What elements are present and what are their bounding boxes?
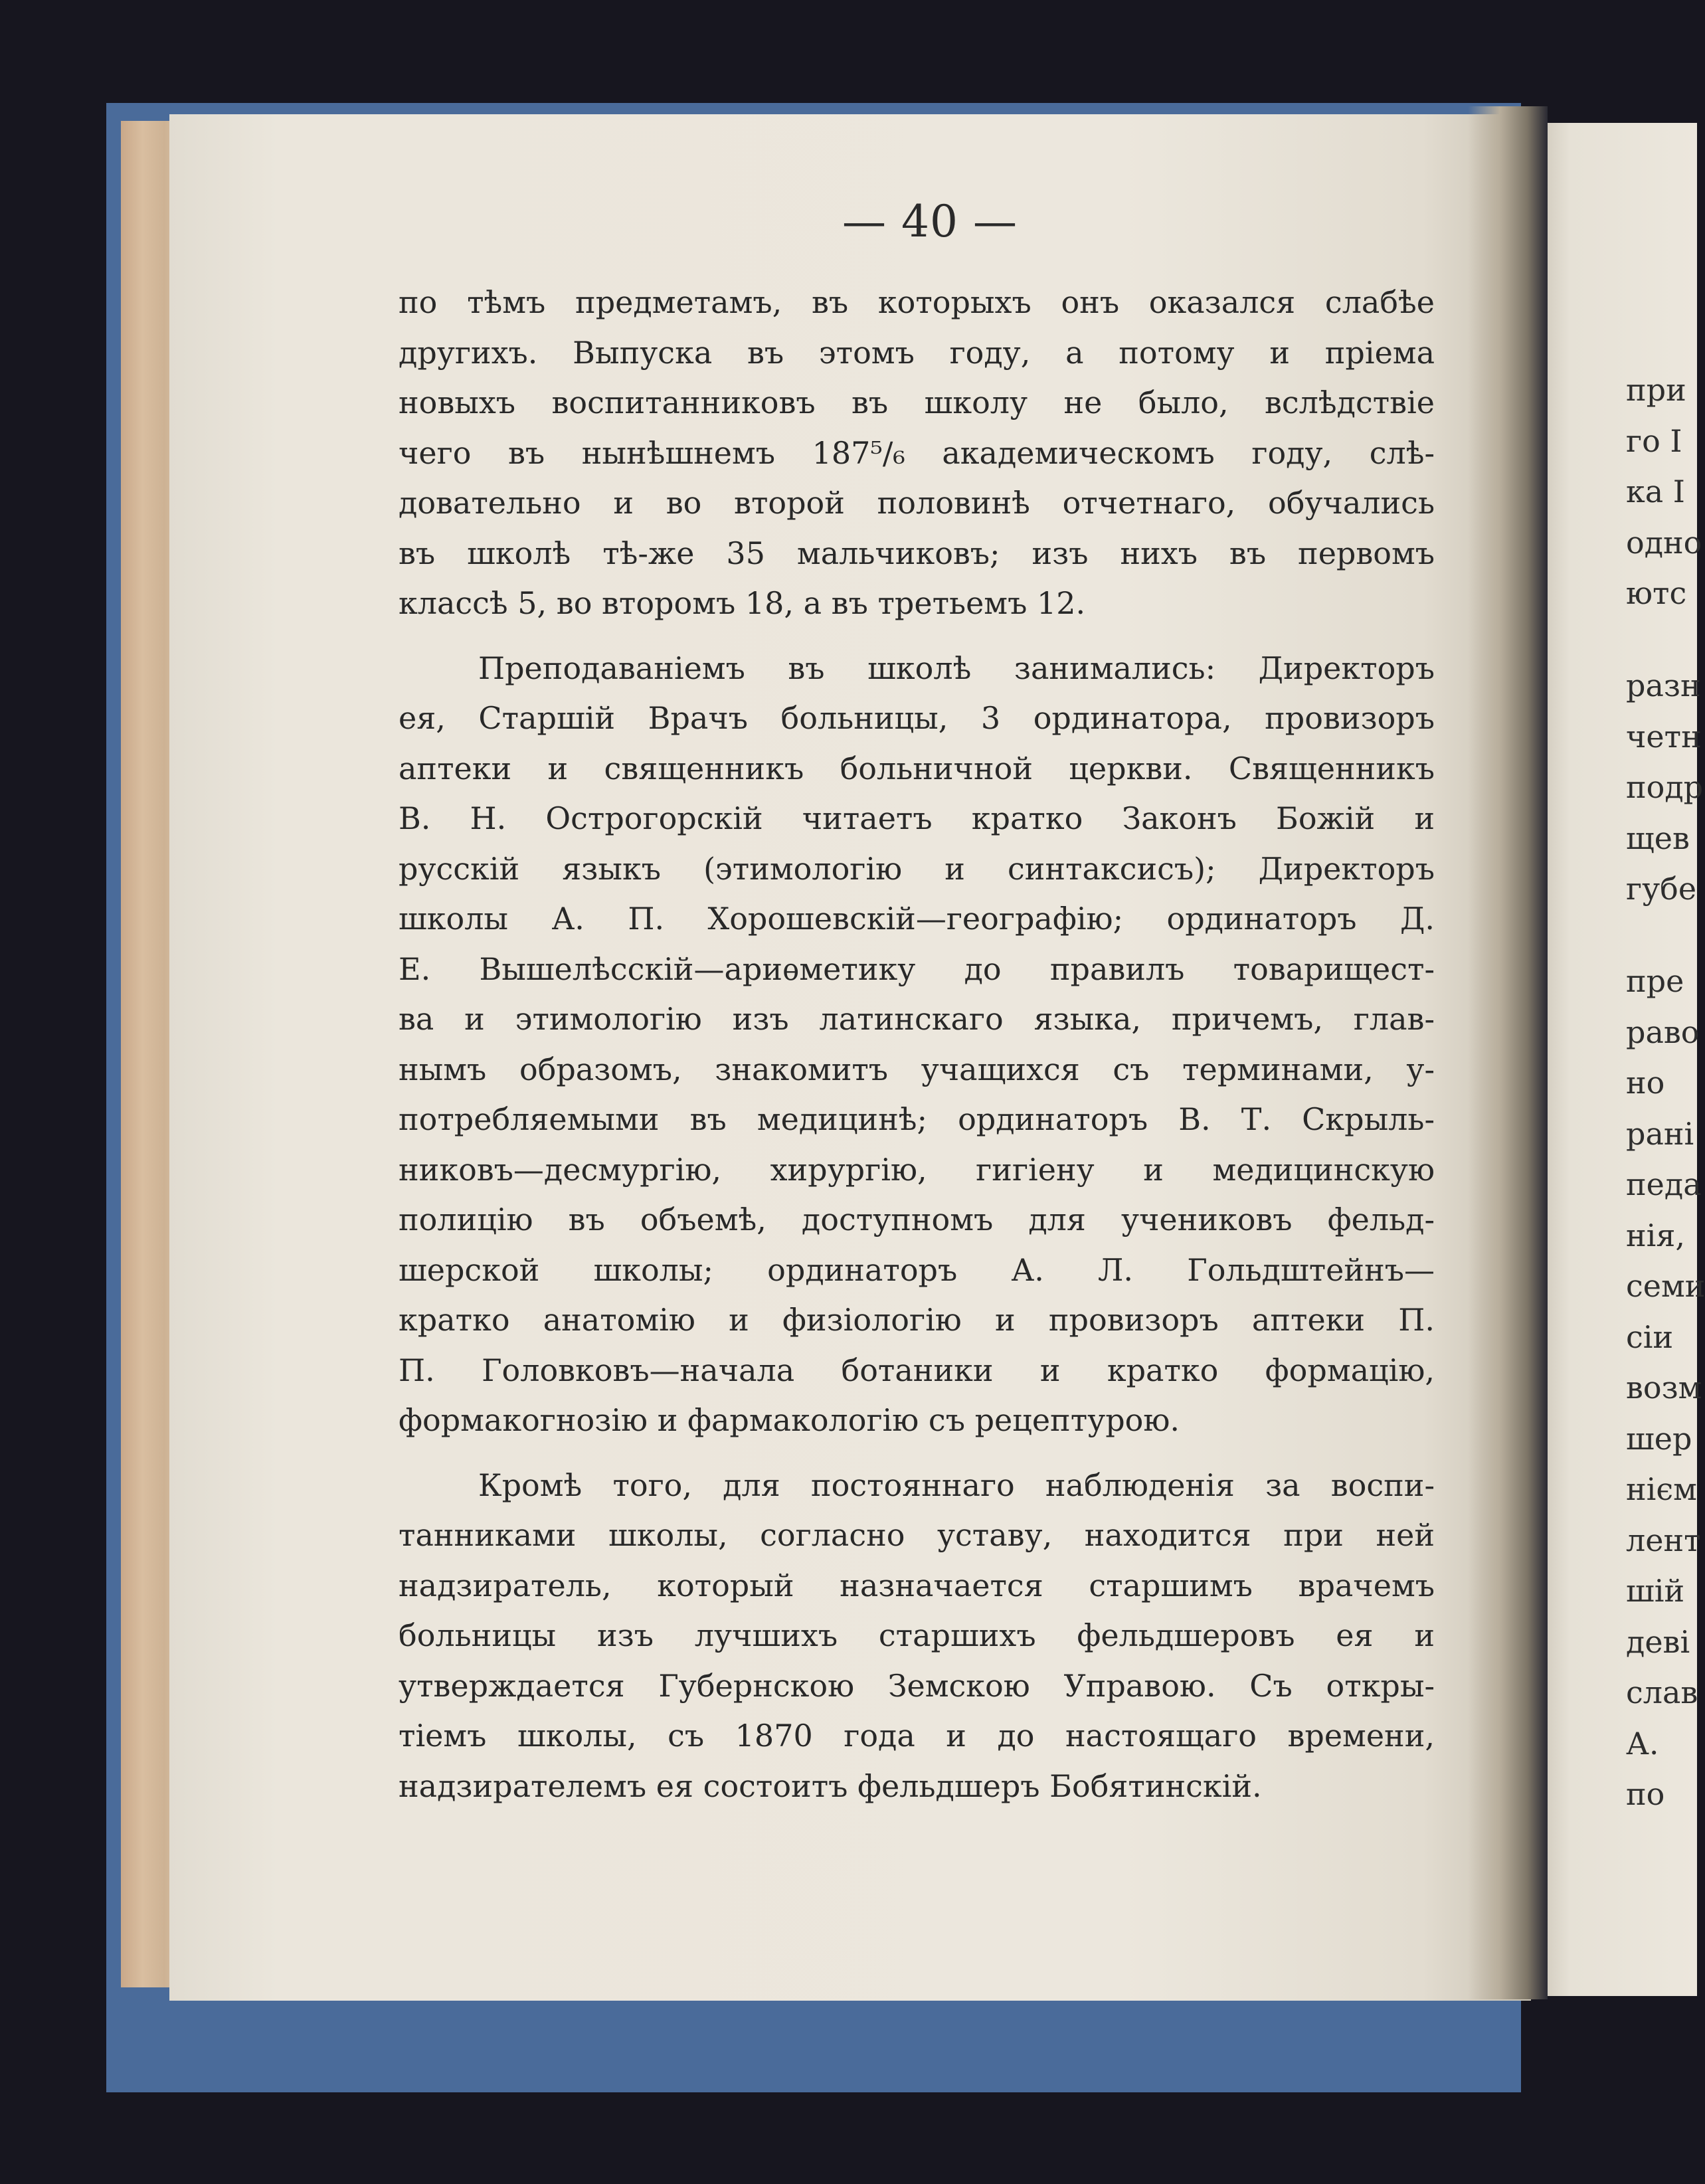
text-line: формакогнозію и фармакологію съ рецептурою. bbox=[399, 1402, 1180, 1438]
text-line: надзиратель, который назначается старшимъ врачемъ bbox=[399, 1567, 1435, 1603]
next-page-fragment: рані bbox=[1626, 1116, 1694, 1152]
text-line: другихъ. Выпуска въ этомъ году, а потому и пріема bbox=[399, 334, 1435, 371]
text-line: русскій языкъ (этимологію и синтаксисъ); Директоръ bbox=[399, 850, 1435, 887]
text-line: Е. Вышелѣсскій—ариѳметику до правилъ товарищест- bbox=[399, 951, 1435, 987]
next-page-fragment: ка I bbox=[1626, 474, 1685, 509]
next-page-fragment: четн bbox=[1626, 719, 1702, 755]
next-page-fragment: сіи bbox=[1626, 1319, 1674, 1355]
next-page-fragment: одно bbox=[1626, 525, 1702, 561]
next-page-fragment: щев bbox=[1626, 820, 1690, 856]
next-page-fragment: лент bbox=[1626, 1522, 1701, 1558]
next-page-fragment: шер bbox=[1626, 1421, 1692, 1457]
text-line: кратко анатомію и физіологію и провизоръ аптеки П. bbox=[399, 1302, 1435, 1338]
text-line: школы А. П. Хорошевскій—географію; ординаторъ Д. bbox=[399, 901, 1435, 937]
next-page-fragment: губе bbox=[1626, 871, 1697, 907]
paragraph-1 bbox=[399, 278, 1435, 629]
next-page-fragment: возм bbox=[1626, 1370, 1702, 1406]
text-line: аптеки и священникъ больничной церкви. Священникъ bbox=[399, 750, 1435, 786]
text-line: полицію въ объемѣ, доступномъ для учениковъ фельд- bbox=[399, 1202, 1435, 1237]
next-page-fragment: деві bbox=[1626, 1624, 1690, 1660]
text-line: довательно и во второй половинѣ отчетнаго, обучались bbox=[399, 485, 1435, 521]
next-page-fragment: ютс bbox=[1626, 575, 1687, 611]
text-line-content: Кромѣ того, для постояннаго наблюденія за воспи- bbox=[478, 1467, 1435, 1503]
next-page-fragment: нієм bbox=[1626, 1471, 1697, 1507]
next-page-fragment: разн bbox=[1626, 668, 1701, 703]
text-line: В. Н. Острогорскій читаетъ кратко Законъ Божій и bbox=[399, 800, 1435, 836]
text-line: тіемъ школы, съ 1870 года и до настоящаго времени, bbox=[399, 1718, 1435, 1754]
text-line: никовъ—десмургію, хирургію, гигіену и медицинскую bbox=[399, 1151, 1435, 1188]
next-page-fragment: нія, bbox=[1626, 1218, 1686, 1253]
text-line: въ школѣ тѣ-же 35 мальчиковъ; изъ нихъ въ первомъ bbox=[399, 535, 1435, 571]
next-page-fragment: но bbox=[1626, 1065, 1665, 1101]
next-page-fragment: А. bbox=[1626, 1726, 1659, 1762]
next-page-fragment: семи bbox=[1626, 1268, 1705, 1304]
paragraph-gap bbox=[399, 1446, 1435, 1461]
text-line: нымъ образомъ, знакомитъ учащихся съ терминами, у- bbox=[399, 1051, 1435, 1087]
text-line: больницы изъ лучшихъ старшихъ фельдшеровъ ея и bbox=[399, 1617, 1435, 1653]
text-line: ва и этимологію изъ латинскаго языка, причемъ, глав- bbox=[399, 1001, 1435, 1037]
paragraph-2 bbox=[399, 644, 1435, 1446]
next-page-fragment: пре bbox=[1626, 963, 1684, 999]
book-gutter bbox=[1468, 106, 1548, 1999]
text-line: по тѣмъ предметамъ, въ которыхъ онъ оказался слабѣе bbox=[399, 284, 1435, 320]
next-page-fragment: слав bbox=[1626, 1675, 1698, 1710]
next-page-fragment: педа bbox=[1626, 1166, 1702, 1202]
next-page-fragment: подр bbox=[1626, 769, 1704, 805]
text-line-indented bbox=[399, 1461, 1435, 1511]
text-line: надзирателемъ ея состоитъ фельдшеръ Бобятинскій. bbox=[399, 1768, 1262, 1804]
page-body-text bbox=[399, 278, 1435, 1811]
next-page-fragment: го I bbox=[1626, 423, 1682, 459]
text-line: ея, Старшій Врачъ больницы, 3 ординатора, провизоръ bbox=[399, 700, 1435, 736]
text-line: чего въ нынѣшнемъ 187⁵/₆ академическомъ году, слѣ- bbox=[399, 434, 1435, 471]
paragraph-gap bbox=[399, 629, 1435, 644]
text-line: потребляемыми въ медицинѣ; ординаторъ В. Т. Скрыль- bbox=[399, 1101, 1435, 1137]
text-line: классѣ 5, во второмъ 18, а въ третьемъ 12. bbox=[399, 585, 1086, 621]
next-page-fragment: раво bbox=[1626, 1014, 1700, 1050]
text-line: шерской школы; ординаторъ А. Л. Гольдштейнъ— bbox=[399, 1251, 1435, 1288]
text-line-content: Преподаваніемъ въ школѣ занимались: Директоръ bbox=[478, 650, 1435, 686]
next-page-fragment: шій bbox=[1626, 1573, 1685, 1609]
text-line: новыхъ воспитанниковъ въ школу не было, вслѣдствіе bbox=[399, 385, 1435, 420]
text-line: утверждается Губернскою Земскою Управою. Съ откры- bbox=[399, 1667, 1435, 1704]
paragraph-3 bbox=[399, 1461, 1435, 1812]
text-line: П. Головковъ—начала ботаники и кратко формацію, bbox=[399, 1352, 1435, 1388]
next-page-fragment: при bbox=[1626, 372, 1686, 408]
text-line-indented bbox=[399, 644, 1435, 694]
next-page-fragment: по bbox=[1626, 1776, 1665, 1812]
text-line: танниками школы, согласно уставу, находится при ней bbox=[399, 1517, 1435, 1553]
page-number: — 40 — bbox=[842, 196, 1018, 247]
next-page-text-fragments bbox=[1626, 0, 1705, 2184]
